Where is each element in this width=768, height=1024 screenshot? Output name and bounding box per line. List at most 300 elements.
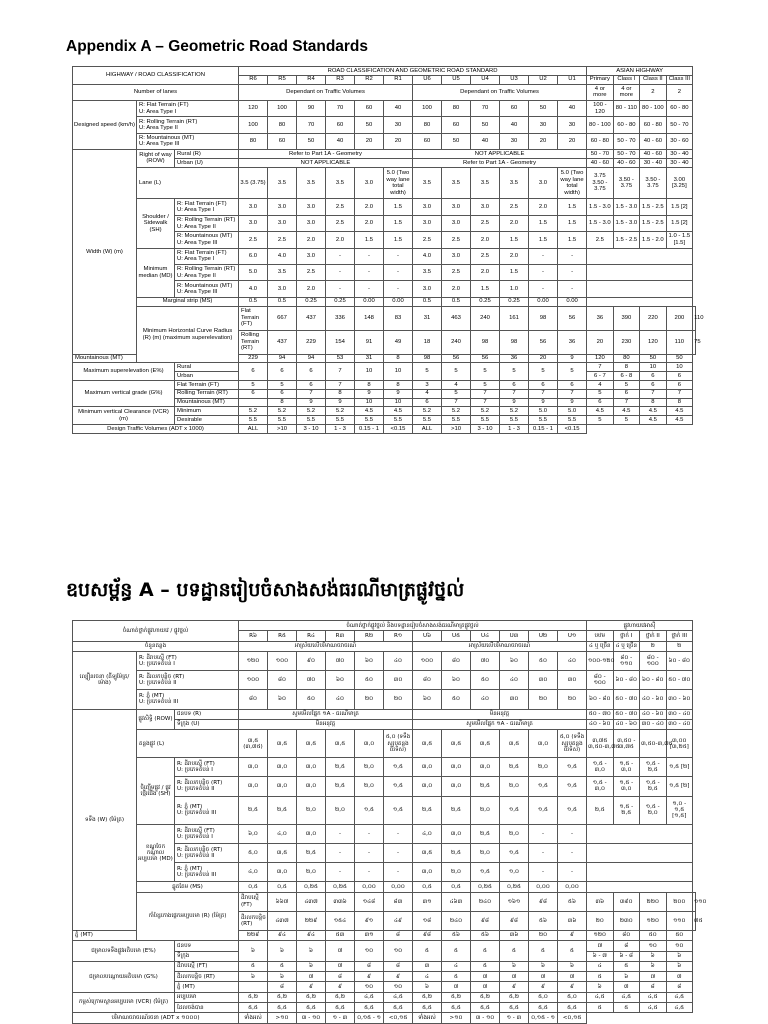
width-label: ទទឹង (W) (ម៉ែត្រ) bbox=[73, 709, 137, 930]
value-cell: 240 bbox=[442, 330, 471, 354]
value-cell: ១២០ bbox=[587, 930, 614, 940]
table-cell: 2 bbox=[640, 84, 667, 100]
value-cell: 80 bbox=[613, 354, 640, 363]
value-cell: 50 bbox=[355, 117, 384, 133]
value-cell: ១១០ bbox=[693, 892, 696, 911]
value-cell: ៦ bbox=[558, 961, 587, 971]
table-cell: Refer to Part 1A - Geometry bbox=[413, 158, 587, 167]
table-cell: ១០ bbox=[666, 941, 693, 951]
marginal-strip-row bbox=[73, 882, 696, 892]
value-cell: ២,០ bbox=[297, 796, 326, 824]
row-label-line: R: ដីរាបស្មើ (FT) bbox=[177, 761, 215, 768]
value-cell: 336 bbox=[326, 306, 355, 330]
value-cell: 1.5 bbox=[355, 232, 384, 248]
value-cell: ៥៣ bbox=[326, 930, 355, 940]
value-cell: 2.5 bbox=[326, 215, 355, 231]
value-cell: 98 bbox=[500, 330, 529, 354]
value-cell: ២៣០ bbox=[613, 911, 640, 930]
value-cell: 3.5 bbox=[326, 167, 355, 199]
value-cell: 0.25 bbox=[297, 297, 326, 306]
empty-cell bbox=[587, 281, 693, 297]
value-cell: ៥,២ bbox=[471, 992, 500, 1002]
value-cell: 1.5 - 3.0 bbox=[613, 199, 640, 215]
row-label bbox=[137, 100, 239, 116]
value-cell: ៣០ bbox=[500, 690, 529, 709]
value-cell: ៤,៥ bbox=[640, 992, 667, 1002]
value-cell: 6 bbox=[239, 363, 268, 381]
class-header: R2 bbox=[355, 75, 384, 84]
value-cell: ៦ bbox=[587, 982, 614, 992]
row-label: Marginal strip (MS) bbox=[137, 297, 239, 306]
value-cell: 9 bbox=[297, 398, 326, 407]
value-cell: 5.5 bbox=[239, 416, 268, 425]
value-cell: 40 - 60 bbox=[640, 133, 667, 149]
value-cell: 148 bbox=[355, 306, 384, 330]
value-cell: - bbox=[558, 843, 587, 862]
row-label: ជនបទ bbox=[175, 941, 239, 951]
table-cell: 4 or more bbox=[613, 84, 640, 100]
lane-row bbox=[73, 730, 696, 758]
value-cell: ៥,២ bbox=[442, 992, 471, 1002]
value-cell: 7 bbox=[442, 398, 471, 407]
class-header: U១ bbox=[558, 631, 587, 641]
value-cell: ៣,០ bbox=[268, 863, 297, 882]
table-cell: ៦ - ៧ bbox=[587, 951, 614, 961]
row-label: ខណ្ឌចែកកណ្តាលអប្បបរមា (MD) bbox=[137, 824, 175, 882]
value-cell: 2.0 bbox=[500, 215, 529, 231]
value-cell: 437 bbox=[268, 330, 297, 354]
value-cell: 80 bbox=[442, 100, 471, 116]
value-cell: 5.0 bbox=[239, 265, 268, 281]
value-cell: ១៥៤ bbox=[326, 911, 355, 930]
row-label: Designed speed (km/h) bbox=[73, 100, 137, 149]
value-cell: ទាំងអស់ bbox=[239, 1013, 268, 1024]
header-row bbox=[73, 67, 696, 76]
value-cell: 7 bbox=[666, 389, 693, 398]
value-cell: 4.0 bbox=[413, 248, 442, 264]
value-cell: ៩ bbox=[326, 982, 355, 992]
value-cell: 2.0 bbox=[355, 199, 384, 215]
value-cell: 4.5 bbox=[666, 407, 693, 416]
value-cell: 50 bbox=[297, 133, 326, 149]
value-cell: ១២០ bbox=[239, 651, 268, 670]
class-header: R១ bbox=[384, 631, 413, 641]
value-cell: 2.0 bbox=[442, 281, 471, 297]
value-cell: ៤ bbox=[413, 972, 442, 982]
value-cell: ១០០ bbox=[413, 651, 442, 670]
row-label-line: U: ប្រភេទតំបន់ II bbox=[139, 680, 177, 687]
value-cell: ១០ bbox=[355, 941, 384, 962]
value-cell: 1.5 - 2.5 bbox=[640, 215, 667, 231]
value-cell: - bbox=[355, 824, 384, 843]
row-label bbox=[175, 796, 239, 824]
value-cell: ៥,២ bbox=[297, 992, 326, 1002]
value-cell: 3.50 - 3.75 bbox=[640, 167, 667, 199]
value-cell: 4 bbox=[587, 381, 614, 390]
value-cell: ៩ bbox=[558, 930, 587, 940]
value-cell: ២,៥ bbox=[268, 796, 297, 824]
value-cell: ៦ bbox=[500, 961, 529, 971]
value-cell: 5.5 bbox=[384, 416, 413, 425]
value-cell: 0.25 bbox=[326, 297, 355, 306]
value-cell: 60 bbox=[500, 100, 529, 116]
value-cell: ៥,៥ bbox=[268, 1003, 297, 1013]
table-cell: 50 - 70 bbox=[587, 150, 614, 159]
value-cell: 5 bbox=[587, 389, 614, 398]
value-cell: ៦ bbox=[297, 961, 326, 971]
value-cell: 6 bbox=[297, 363, 326, 381]
value-cell: 0.00 bbox=[384, 297, 413, 306]
value-cell: ៣,០ bbox=[413, 777, 442, 796]
value-cell: 2.5 bbox=[442, 232, 471, 248]
value-cell: ២,០ bbox=[500, 777, 529, 796]
table-cell: ១០ bbox=[640, 941, 667, 951]
value-cell: ៦ bbox=[640, 961, 667, 971]
value-cell: 7 bbox=[297, 389, 326, 398]
row-label: អប្បបរមា bbox=[175, 992, 239, 1002]
value-cell: 0.25 bbox=[500, 297, 529, 306]
class-header: U3 bbox=[500, 75, 529, 84]
row-label-line: U: Area Type I bbox=[177, 256, 215, 263]
table-cell: ៤០ - ៦០ bbox=[613, 719, 640, 729]
table-cell: ៥០ - ៧០ bbox=[613, 709, 640, 719]
value-cell: 100 - 120 bbox=[587, 100, 614, 116]
row-label-line: R: Mountainous (MT) bbox=[139, 135, 195, 141]
grade-row bbox=[73, 961, 696, 971]
value-cell: 2.0 bbox=[326, 232, 355, 248]
value-cell: ១៦១ bbox=[500, 892, 529, 911]
value-cell: 2.0 bbox=[297, 232, 326, 248]
value-cell: 5.0 (Two way lane total width) bbox=[558, 167, 587, 199]
value-cell: - bbox=[529, 824, 558, 843]
value-cell bbox=[239, 398, 268, 407]
row-label bbox=[137, 690, 239, 709]
value-cell: - bbox=[384, 248, 413, 264]
value-cell: ៥០ bbox=[666, 930, 693, 940]
value-cell: - bbox=[529, 265, 558, 281]
class-header: R5 bbox=[268, 75, 297, 84]
class-header: Class I bbox=[613, 75, 640, 84]
value-cell: 4.5 bbox=[355, 407, 384, 416]
value-cell: 3.50 - 3.75 bbox=[613, 167, 640, 199]
value-cell: ៥០ bbox=[640, 930, 667, 940]
value-cell: 30 bbox=[558, 117, 587, 133]
value-cell: ០,០០ bbox=[558, 882, 587, 892]
value-cell: ៨០ - ១០០ bbox=[640, 651, 667, 670]
row-label bbox=[175, 777, 239, 796]
table-cell: 40 - 60 bbox=[587, 158, 614, 167]
value-cell: 1.5 bbox=[529, 232, 558, 248]
value-cell: ៤,៥ bbox=[666, 992, 693, 1002]
value-cell: >10 bbox=[268, 424, 297, 433]
row-label: ដីរាបស្មើ (FT) bbox=[239, 892, 268, 911]
value-cell: 20 bbox=[558, 133, 587, 149]
value-cell: 1.5 bbox=[471, 281, 500, 297]
value-cell: ៧ bbox=[297, 972, 326, 982]
value-cell: 1.5 bbox=[500, 232, 529, 248]
value-cell: ១,៥ bbox=[558, 758, 587, 777]
value-cell: 3.5 bbox=[471, 167, 500, 199]
value-cell: 2.5 bbox=[413, 232, 442, 248]
class-header: R៣ bbox=[326, 631, 355, 641]
value-cell: ១,០ - ១,៥ [១,៥] bbox=[666, 796, 693, 824]
value-cell: 5 bbox=[558, 363, 587, 381]
table-cell: 8 bbox=[613, 363, 640, 372]
table-cell: សូមមើលផ្នែក ១A - ធរណីមាត្រ bbox=[413, 719, 587, 729]
value-cell: 5.2 bbox=[239, 407, 268, 416]
value-cell: 5 bbox=[239, 381, 268, 390]
lanes-row bbox=[73, 641, 696, 651]
value-cell: ៧ bbox=[326, 961, 355, 971]
table-cell: ៦ bbox=[640, 951, 667, 961]
value-cell: - bbox=[384, 824, 413, 843]
value-cell: 36 bbox=[500, 354, 529, 363]
value-cell: 5.0 bbox=[558, 407, 587, 416]
value-cell: ៨០ bbox=[268, 671, 297, 690]
value-cell: ៩ bbox=[297, 982, 326, 992]
value-cell: ២,៥ bbox=[326, 758, 355, 777]
speed-row bbox=[73, 651, 696, 670]
row-label-line: R: Mountainous (MT) bbox=[177, 282, 233, 289]
value-cell: 3.5 bbox=[297, 167, 326, 199]
marginal-strip-row bbox=[73, 297, 696, 306]
value-cell: 1 - 3 bbox=[326, 424, 355, 433]
value-cell: ៤៣៧ bbox=[268, 911, 297, 930]
value-cell: 8 bbox=[666, 398, 693, 407]
value-cell: 2.5 bbox=[239, 232, 268, 248]
row-label: ទីក្រុង (U) bbox=[175, 719, 239, 729]
value-cell: 5 bbox=[471, 381, 500, 390]
value-cell: 36 bbox=[558, 330, 587, 354]
value-cell: ៣,០០ [៣,២៥] bbox=[666, 730, 693, 758]
value-cell: ២៤០ bbox=[442, 911, 471, 930]
value-cell: ៥,៥ bbox=[297, 1003, 326, 1013]
value-cell: ៧ bbox=[613, 982, 640, 992]
value-cell: ៥,២ bbox=[239, 992, 268, 1002]
row-label-line: U: Area Type III bbox=[139, 141, 180, 148]
value-cell: ១,៥ - ៣,០ bbox=[587, 758, 614, 777]
value-cell: 0.15 - 1 bbox=[355, 424, 384, 433]
value-cell: ៨ bbox=[326, 972, 355, 982]
value-cell: 3.5 bbox=[442, 167, 471, 199]
empty-cell bbox=[587, 265, 693, 281]
class-header: U2 bbox=[529, 75, 558, 84]
speed-row bbox=[73, 690, 696, 709]
row-label: Design Traffic Volumes (ADT x 1000) bbox=[73, 424, 239, 433]
value-cell: ៧ bbox=[640, 972, 667, 982]
value-cell: 2.0 bbox=[500, 248, 529, 264]
class-header: ថ្នាក់ III bbox=[666, 631, 693, 641]
table-cell: មិនអនុវត្ត bbox=[413, 709, 587, 719]
value-cell: ០,១៥ - ១ bbox=[529, 1013, 558, 1024]
class-header: R4 bbox=[297, 75, 326, 84]
value-cell: 7 bbox=[558, 389, 587, 398]
value-cell: ៣,៥ bbox=[442, 730, 471, 758]
value-cell: ៤០ bbox=[558, 651, 587, 670]
row-label-line: U: Area Type II bbox=[177, 223, 216, 230]
value-cell: ៤,០ bbox=[268, 824, 297, 843]
value-cell: 3.0 bbox=[442, 199, 471, 215]
value-cell: 75 bbox=[693, 330, 696, 354]
super-row bbox=[73, 941, 696, 951]
value-cell: 5 bbox=[613, 416, 640, 425]
value-cell: 100 bbox=[239, 117, 268, 133]
value-cell: ១,៥ bbox=[500, 843, 529, 862]
value-cell: 94 bbox=[268, 354, 297, 363]
row-label bbox=[175, 863, 239, 882]
value-cell: 120 bbox=[587, 354, 614, 363]
value-cell: 3.0 bbox=[268, 281, 297, 297]
table-cell: ៦ bbox=[666, 951, 693, 961]
value-cell: ២,៥ bbox=[413, 796, 442, 824]
row-label-line: R: Rolling Terrain (RT) bbox=[177, 217, 236, 224]
value-cell: ៥,៥ bbox=[442, 1003, 471, 1013]
speed-row bbox=[73, 133, 696, 149]
row-label: Minimum vertical Clearance (VCR) (m) bbox=[73, 407, 175, 425]
value-cell: 10 bbox=[384, 363, 413, 381]
value-cell: 40 bbox=[326, 133, 355, 149]
row-label: ដីរលកបន្តិច (RT) bbox=[239, 911, 268, 930]
value-cell: 50 bbox=[471, 117, 500, 133]
page-title-en: Appendix A – Geometric Road Standards bbox=[66, 38, 369, 55]
value-cell: ១,៥ - ៣,០ bbox=[587, 777, 614, 796]
table-cell: 30 - 40 bbox=[666, 150, 693, 159]
value-cell: ៣,៥ bbox=[297, 730, 326, 758]
value-cell: ៥០ bbox=[355, 671, 384, 690]
value-cell: 220 bbox=[640, 306, 667, 330]
value-cell: - bbox=[326, 248, 355, 264]
value-cell: ០,០០ bbox=[355, 882, 384, 892]
row-label bbox=[137, 117, 239, 133]
value-cell: ៥,៥ bbox=[558, 1003, 587, 1013]
value-cell: 2.5 bbox=[471, 248, 500, 264]
value-cell: ១ - ៣ bbox=[500, 1013, 529, 1024]
value-cell: ០,០០ bbox=[529, 882, 558, 892]
value-cell: 56 bbox=[529, 330, 558, 354]
value-cell: ៦ bbox=[268, 972, 297, 982]
row-label: ចិញ្ចើមផ្លូវ / ផ្លូវថ្មើរជើង (SH) bbox=[137, 758, 175, 824]
value-cell: ១០ bbox=[384, 982, 413, 992]
value-cell: ៣៣៦ bbox=[326, 892, 355, 911]
value-cell: ១,៥ [២] bbox=[666, 777, 693, 796]
value-cell: ៥៦ bbox=[471, 930, 500, 940]
table-cell: សូមមើលផ្នែក ១A - ធរណីមាត្រ bbox=[239, 709, 413, 719]
value-cell: 3.0 bbox=[413, 281, 442, 297]
value-cell: - bbox=[355, 863, 384, 882]
value-cell: ៨០ bbox=[239, 690, 268, 709]
value-cell: 60 bbox=[355, 100, 384, 116]
value-cell: ៩៤ bbox=[297, 930, 326, 940]
value-cell: ៣០ bbox=[529, 671, 558, 690]
value-cell: ១,៥ bbox=[355, 796, 384, 824]
value-cell: ៥៦ bbox=[529, 911, 558, 930]
value-cell: - bbox=[558, 248, 587, 264]
value-cell: 40 bbox=[384, 100, 413, 116]
header-asian-highway: ASIAN HIGHWAY bbox=[587, 67, 693, 76]
value-cell: 56 bbox=[442, 354, 471, 363]
value-cell: ១,៥ - ២,៥ bbox=[640, 777, 667, 796]
value-cell: ៥៦ bbox=[558, 892, 587, 911]
value-cell: 5.5 bbox=[442, 416, 471, 425]
value-cell: ៣៦ bbox=[558, 911, 587, 930]
value-cell: ៦០ bbox=[442, 671, 471, 690]
row-label bbox=[175, 281, 239, 297]
row-label-line: R: ភ្នំ (MT) bbox=[139, 693, 165, 700]
value-cell: ៥,២ bbox=[326, 992, 355, 1002]
value-cell: ០,០០ bbox=[384, 882, 413, 892]
curve-row bbox=[73, 306, 696, 330]
value-cell: ៨០ - ១១០ bbox=[613, 651, 640, 670]
value-cell: ៣,០ bbox=[239, 758, 268, 777]
value-cell: 4.5 bbox=[587, 407, 614, 416]
speed-row bbox=[73, 117, 696, 133]
class-header: Class III bbox=[666, 75, 693, 84]
row-label: ដីរលកបន្តិច (RT) bbox=[175, 972, 239, 982]
row-label-line: R: Flat Terrain (FT) bbox=[139, 102, 189, 109]
table-cell: 10 bbox=[640, 363, 667, 372]
empty-cell bbox=[587, 824, 693, 843]
value-cell: 30 - 60 bbox=[666, 133, 693, 149]
value-cell: - bbox=[384, 265, 413, 281]
row-label: Flat Terrain (FT) bbox=[239, 306, 268, 330]
row-label: Lane (L) bbox=[137, 167, 239, 199]
value-cell: ៣,០ bbox=[442, 777, 471, 796]
value-cell: ០,១៥ - ១ bbox=[355, 1013, 384, 1024]
value-cell: ៩៤ bbox=[268, 930, 297, 940]
value-cell: 0.00 bbox=[355, 297, 384, 306]
value-cell: 80 - 110 bbox=[613, 100, 640, 116]
value-cell: 3.0 bbox=[297, 199, 326, 215]
value-cell: 40 bbox=[500, 117, 529, 133]
value-cell: ៤,០ bbox=[413, 824, 442, 843]
value-cell: 50 bbox=[529, 100, 558, 116]
row-label-line: R: Flat Terrain (FT) bbox=[177, 249, 227, 256]
value-cell: 6 bbox=[529, 381, 558, 390]
page-title-kh: ឧបសម្ព័ន្ធ A – បទដ្ឋានរៀបចំសាងសង់ធរណីមាត្រផ្លូវថ្នល់ bbox=[66, 579, 465, 601]
speed-row bbox=[73, 671, 696, 690]
value-cell: 9 bbox=[558, 398, 587, 407]
value-cell: ៥,៥ bbox=[355, 1003, 384, 1013]
table-cell: Dependant on Traffic Volumes bbox=[413, 84, 587, 100]
value-cell: 80 bbox=[239, 133, 268, 149]
value-cell: 5 bbox=[442, 363, 471, 381]
row-label: ដីរាបស្មើ (FT) bbox=[175, 961, 239, 971]
class-header: U1 bbox=[558, 75, 587, 84]
table-cell: ៣០ - ៤០ bbox=[666, 709, 693, 719]
value-cell: 1.5 - 2.5 bbox=[640, 199, 667, 215]
value-cell: 3.5 bbox=[268, 167, 297, 199]
value-cell: 1.5 - 3.0 bbox=[613, 215, 640, 231]
class-header: U៥ bbox=[442, 631, 471, 641]
value-cell: ៦០ - ៨០ bbox=[640, 671, 667, 690]
table-cell: 6 - 7 bbox=[587, 372, 614, 381]
value-cell: ALL bbox=[239, 424, 268, 433]
value-cell: 100 bbox=[413, 100, 442, 116]
value-cell: ៦០ bbox=[413, 690, 442, 709]
value-cell: 3.0 bbox=[268, 215, 297, 231]
row-label: Minimum median (MD) bbox=[137, 248, 175, 297]
value-cell: ៨០ - ១០០ bbox=[587, 671, 614, 690]
value-cell: 31 bbox=[355, 354, 384, 363]
value-cell: 80 - 100 bbox=[587, 117, 614, 133]
row-label: Urban bbox=[175, 372, 239, 381]
value-cell: ៣១ bbox=[413, 892, 442, 911]
value-cell: 20 bbox=[529, 133, 558, 149]
value-cell: 1.5 - 2.5 bbox=[613, 232, 640, 248]
value-cell: 6 bbox=[413, 398, 442, 407]
class-header: ថ្នាក់ I bbox=[613, 631, 640, 641]
table-cell: NOT APPLICABLE bbox=[413, 150, 587, 159]
